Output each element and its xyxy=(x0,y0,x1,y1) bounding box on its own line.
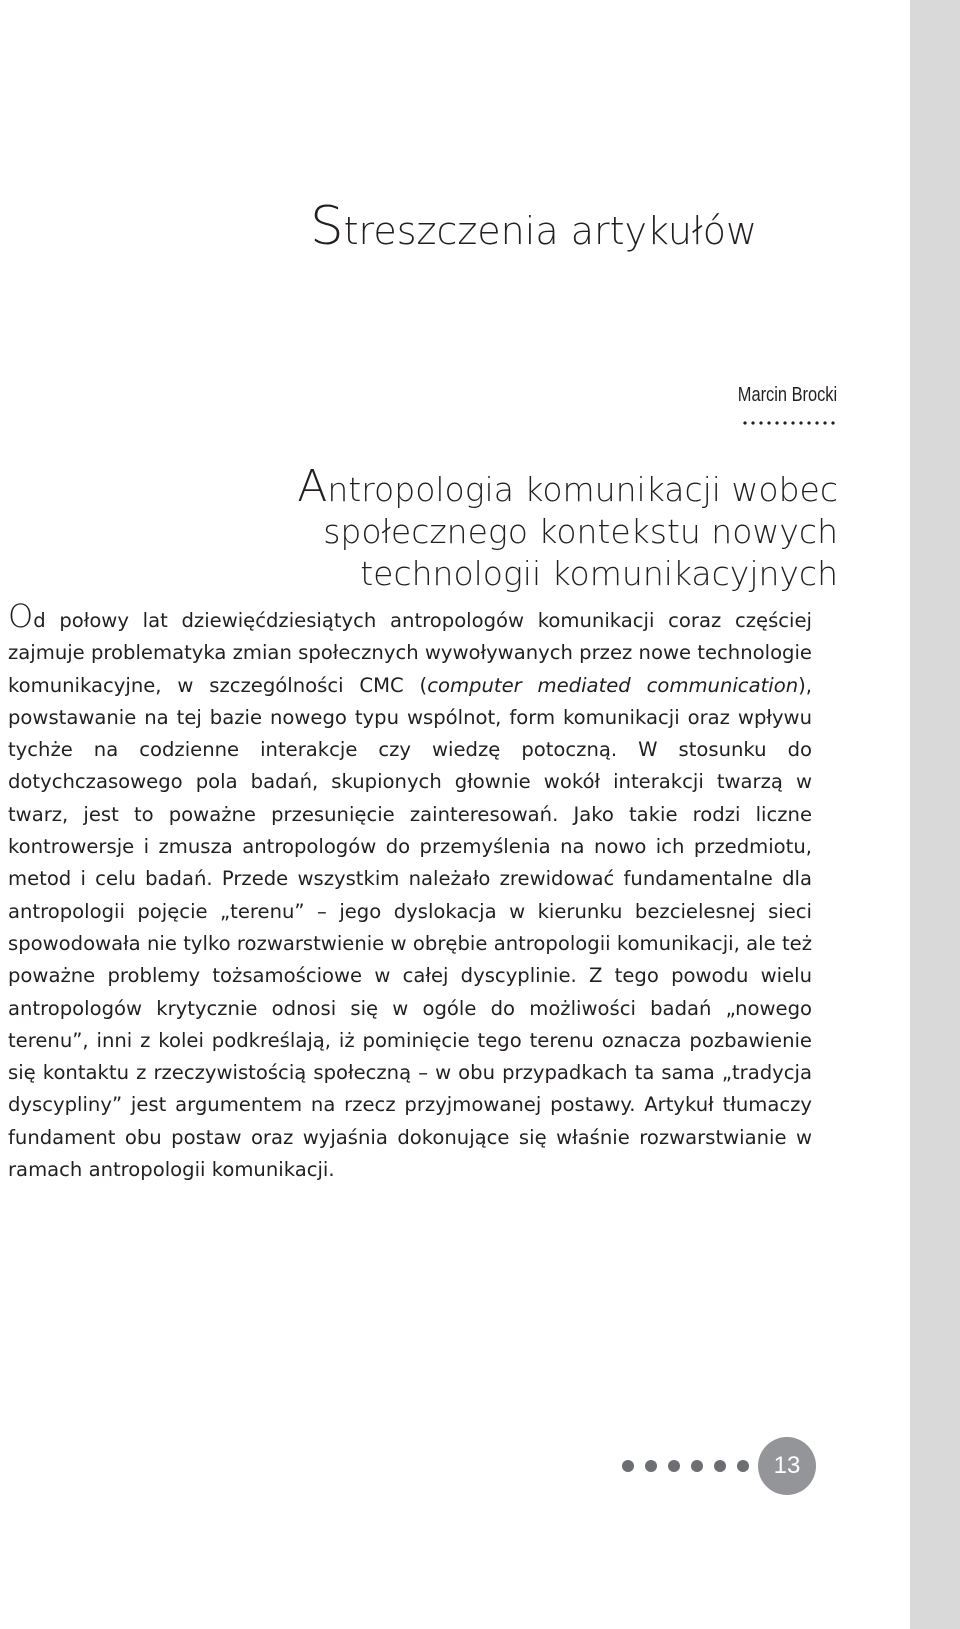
section-title xyxy=(310,196,840,257)
decorative-dot xyxy=(691,1460,703,1472)
article-title-line-3: technologii komunikacyjnych xyxy=(360,554,838,593)
decorative-dot xyxy=(645,1460,657,1472)
decorative-dot xyxy=(714,1460,726,1472)
page-number-badge: 13 xyxy=(758,1437,816,1495)
page-footer xyxy=(622,1436,816,1496)
article-title-first-letter: A xyxy=(297,461,328,512)
article-title-line-1-rest: ntropologia komunikacji wobec xyxy=(327,470,838,509)
decorative-dot xyxy=(668,1460,680,1472)
article-title-line-2: społecznego kontekstu nowych xyxy=(323,512,838,551)
abstract-paragraph xyxy=(8,597,812,1186)
decorative-dot xyxy=(737,1460,749,1472)
author-name: Marcin Brocki xyxy=(737,384,837,406)
side-strip xyxy=(910,0,960,1629)
section-title-first-letter: S xyxy=(310,196,344,257)
abstract-italic-term: computer mediated communication xyxy=(427,673,799,697)
article-title xyxy=(218,461,838,595)
article-title-line-1 xyxy=(218,461,838,512)
abstract-text-part-1: d połowy lat dziewięćdziesiątych antropologów komunikacji coraz częściej zajmuje problematyka zmian społecznych wywoływanych przez nowe technologie komunikacyjne, w szczególności CMC ( xyxy=(8,609,812,697)
decorative-dot xyxy=(622,1460,634,1472)
author-dotted-rule xyxy=(741,420,837,426)
section-title-rest: treszczenia artykułów xyxy=(343,209,758,253)
abstract-first-letter: O xyxy=(8,597,34,635)
abstract-text-part-2: ), powstawanie na tej bazie nowego typu wspólnot, form komunikacji oraz wpływu tychże na codzienne interakcje czy wiedzę potoczną. W stosunku do dotychczasowego pola badań, skupionych głownie wokół interakcji twarzą w twarz, jest to poważne przesunięcie zainteresowań. Jako takie rodzi liczne kontrowersje i zmusza antropologów do przemyślenia na nowo ich przedmiotu, metod i celu badań. Przede wszystkim należało zrewidować fundamentalne dla antropologii pojęcie „terenu” – jego dyslokacja w kierunku bezcielesnej sieci spowodowała nie tylko rozwarstwienie w obrębie antropologii komunikacji, ale też poważne problemy tożsamościowe w całej dyscyplinie. Z tego powodu wielu antropologów krytycznie odnosi się w ogóle do możliwości badań „nowego terenu”, inni z kolei podkreślają, iż pominięcie tego terenu oznacza pozbawienie się kontaktu z rzeczywistością społeczną – w obu przypadkach ta sama „tradycja dyscypliny” jest argumentem na rzecz przyjmowanej postawy. Artykuł tłumaczy fundament obu postaw oraz wyjaśnia dokonujące się właśnie rozwarstwianie w ramach antropologii komunikacji. xyxy=(8,673,812,1182)
